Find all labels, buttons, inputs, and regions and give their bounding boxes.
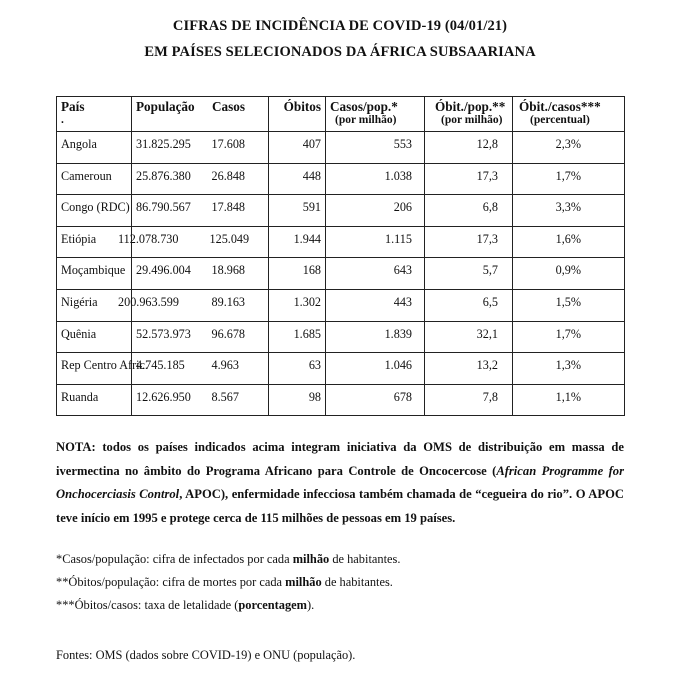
header-pais bbox=[57, 97, 132, 132]
cell-pais-text: Ruanda bbox=[61, 389, 99, 404]
cell-casos_pop bbox=[326, 321, 425, 353]
cell-obit_casos bbox=[513, 321, 625, 353]
header-casos-pop-label: Casos/pop.* bbox=[330, 99, 398, 114]
cell-obit_casos-text: 1,7% bbox=[555, 168, 581, 183]
cell-casos_pop bbox=[326, 226, 425, 258]
fn2-text-c: de habitantes. bbox=[321, 575, 393, 589]
cell-obit_pop bbox=[425, 353, 513, 385]
cell-casos_pop-text: 443 bbox=[393, 294, 412, 309]
cell-obitos bbox=[269, 132, 326, 164]
cell-populacao-text: 25.876.380 bbox=[136, 168, 191, 183]
header-obit-casos-label: Óbit./casos*** bbox=[519, 99, 601, 114]
cell-populacao-text: 112.078.730 bbox=[118, 231, 179, 246]
cell-obit_pop-text: 13,2 bbox=[476, 358, 498, 373]
cell-obitos-text: 407 bbox=[302, 137, 321, 151]
cell-obitos bbox=[269, 321, 326, 353]
cell-obit_pop-text: 6,5 bbox=[482, 294, 498, 309]
cell-casos bbox=[208, 226, 269, 258]
cell-casos-text: 18.968 bbox=[211, 263, 246, 278]
header-obit-casos bbox=[513, 97, 625, 132]
cell-casos-text: 17.848 bbox=[211, 200, 246, 215]
header-populacao-casos bbox=[132, 97, 269, 132]
cell-obit_pop bbox=[425, 384, 513, 416]
cell-obit_pop-text: 5,7 bbox=[482, 263, 498, 278]
cell-casos-text: 89.163 bbox=[211, 294, 246, 309]
table-row bbox=[57, 353, 625, 385]
fn1-text-b: milhão bbox=[292, 552, 330, 566]
cell-populacao bbox=[132, 163, 208, 195]
footnote-obitos-pop bbox=[56, 575, 393, 590]
cell-obitos bbox=[269, 384, 326, 416]
header-casos: Casos bbox=[212, 99, 245, 114]
cell-obitos-text: 63 bbox=[308, 358, 321, 373]
cell-populacao bbox=[118, 289, 208, 321]
header-pais-sub: . bbox=[61, 114, 64, 126]
cell-pais-text: Angola bbox=[61, 137, 97, 151]
note-italic: African Programme for Onchocerciasis Control bbox=[56, 463, 624, 501]
note-paragraph bbox=[56, 436, 624, 530]
cell-pais-text: Nigéria bbox=[61, 294, 98, 309]
cell-obit_casos-text: 1,5% bbox=[555, 294, 581, 309]
cell-casos-text: 4.963 bbox=[211, 358, 239, 373]
cell-casos_pop-text: 1.038 bbox=[384, 168, 412, 183]
cell-obit_pop-text: 12,8 bbox=[476, 137, 498, 151]
fn3-text-c: ). bbox=[306, 598, 315, 612]
cell-casos_pop bbox=[326, 132, 425, 164]
cell-obit_casos bbox=[513, 132, 625, 164]
cell-obit_pop-text: 17,3 bbox=[476, 231, 498, 246]
cell-casos bbox=[208, 258, 269, 290]
footnote-casos-pop bbox=[56, 552, 400, 567]
cell-obit_pop-text: 32,1 bbox=[476, 326, 498, 341]
table-row bbox=[57, 226, 625, 258]
cell-casos bbox=[208, 353, 269, 385]
fn2-text-b: milhão bbox=[285, 575, 322, 589]
cell-obitos bbox=[269, 353, 326, 385]
cell-casos-text: 17.608 bbox=[211, 137, 246, 151]
cell-obit_casos bbox=[513, 258, 625, 290]
cell-obit_casos-text: 1,7% bbox=[555, 326, 581, 341]
fn1-text-c: de habitantes. bbox=[329, 552, 401, 566]
cell-pais bbox=[57, 353, 148, 385]
fn1-text-a: *Casos/população: cifra de infectados por cada bbox=[56, 552, 293, 566]
cell-casos_pop-text: 553 bbox=[393, 137, 412, 151]
cell-obitos bbox=[269, 289, 326, 321]
cell-populacao-text: 52.573.973 bbox=[136, 326, 191, 341]
cell-populacao bbox=[132, 384, 208, 416]
cell-casos-text: 96.678 bbox=[211, 326, 246, 341]
header-casos-pop-sub: (por milhão) bbox=[335, 114, 397, 126]
cell-casos_pop-text: 1.115 bbox=[385, 231, 412, 246]
table-row bbox=[57, 195, 625, 227]
cell-obit_casos bbox=[513, 195, 625, 227]
cell-pais bbox=[57, 321, 132, 353]
cell-obit_casos-text: 1,3% bbox=[555, 358, 581, 373]
table-row bbox=[57, 384, 625, 416]
cell-casos_pop-text: 678 bbox=[393, 389, 412, 404]
cell-obit_casos bbox=[513, 353, 625, 385]
cell-pais bbox=[57, 132, 132, 164]
cell-pais-text: Congo (RDC) bbox=[61, 200, 130, 215]
cell-obit_pop bbox=[425, 258, 513, 290]
cell-populacao bbox=[132, 321, 208, 353]
cell-pais-text: Moçambique bbox=[61, 263, 126, 278]
cell-obitos-text: 1.685 bbox=[293, 326, 321, 341]
cell-obitos bbox=[269, 195, 326, 227]
cell-populacao-text: 86.790.567 bbox=[136, 200, 191, 215]
table-row bbox=[57, 132, 625, 164]
cell-obitos-text: 168 bbox=[302, 263, 321, 278]
header-obit-pop bbox=[425, 97, 513, 132]
cell-obit_pop bbox=[425, 289, 513, 321]
cell-obitos-text: 1.944 bbox=[293, 231, 321, 246]
fn3-text-b: porcentagem bbox=[238, 598, 307, 612]
cell-pais bbox=[57, 258, 132, 290]
header-obit-pop-label: Óbit./pop.** bbox=[435, 99, 506, 114]
cell-obit_casos-text: 0,9% bbox=[555, 263, 581, 278]
cell-pais-text: Etiópia bbox=[61, 231, 97, 246]
header-obit-pop-sub: (por milhão) bbox=[441, 114, 503, 126]
cell-casos_pop bbox=[326, 353, 425, 385]
cell-populacao-text: 12.626.950 bbox=[136, 389, 191, 404]
header-casos-pop bbox=[326, 97, 425, 132]
cell-casos_pop-text: 1.046 bbox=[384, 358, 412, 373]
cell-casos_pop bbox=[326, 289, 425, 321]
cell-populacao bbox=[132, 258, 208, 290]
cell-pais-text: Cameroun bbox=[61, 168, 112, 183]
cell-obitos bbox=[269, 226, 326, 258]
cell-pais bbox=[57, 384, 132, 416]
cell-obit_casos-text: 1,6% bbox=[555, 231, 581, 246]
note-text-2: , APOC), enfermidade infecciosa também chamada de “cegueira do rio”. O APOC teve início em 1995 e protege cerca de 115 milhões de pessoas em 19 países. bbox=[56, 487, 624, 525]
cell-populacao-text: 200.963.599 bbox=[118, 294, 179, 309]
cell-obit_pop-text: 17,3 bbox=[476, 168, 498, 183]
cell-populacao bbox=[132, 353, 208, 385]
cell-obitos-text: 448 bbox=[302, 168, 321, 183]
source-note: Fontes: OMS (dados sobre COVID-19) e ONU (população). bbox=[56, 648, 356, 662]
note-text-1: NOTA: todos os países indicados acima integram iniciativa da OMS de distribuição em massa de ivermectina no âmbito do Programa Africano para Controle de Oncocercose ( bbox=[56, 440, 624, 478]
cell-obit_casos bbox=[513, 226, 625, 258]
cell-casos bbox=[208, 163, 269, 195]
cell-obit_pop-text: 7,8 bbox=[482, 389, 498, 404]
cell-obitos-text: 1.302 bbox=[293, 294, 321, 309]
cell-obit_pop-text: 6,8 bbox=[482, 200, 498, 215]
cell-casos-text: 8.567 bbox=[211, 389, 239, 404]
fn3-text-a: ***Óbitos/casos: taxa de letalidade ( bbox=[56, 598, 239, 612]
header-populacao: População bbox=[136, 99, 195, 114]
page-title: CIFRAS DE INCIDÊNCIA DE COVID-19 (04/01/21) bbox=[172, 18, 508, 34]
cell-casos_pop-text: 643 bbox=[393, 263, 412, 278]
cell-obit_casos-text: 1,1% bbox=[555, 389, 581, 404]
cell-populacao bbox=[132, 195, 208, 227]
cell-obitos-text: 98 bbox=[308, 389, 321, 404]
cell-populacao-text: 4.745.185 bbox=[136, 358, 185, 373]
cell-obitos bbox=[269, 163, 326, 195]
cell-casos bbox=[208, 321, 269, 353]
cell-casos_pop bbox=[326, 195, 425, 227]
cell-pais bbox=[57, 195, 132, 227]
cell-obit_pop bbox=[425, 195, 513, 227]
table-row bbox=[57, 289, 625, 321]
cell-populacao bbox=[118, 226, 208, 258]
cell-casos_pop bbox=[326, 163, 425, 195]
cell-populacao bbox=[132, 132, 208, 164]
cell-casos bbox=[208, 289, 269, 321]
cell-casos bbox=[208, 384, 269, 416]
cell-casos_pop bbox=[326, 384, 425, 416]
table-header-row bbox=[57, 97, 625, 132]
table-row bbox=[57, 163, 625, 195]
cell-obit_casos bbox=[513, 163, 625, 195]
cell-casos_pop-text: 206 bbox=[393, 200, 412, 215]
cell-obitos-text: 591 bbox=[302, 200, 321, 215]
page-subtitle: EM PAÍSES SELECIONADOS DA ÁFRICA SUBSAARIANA bbox=[144, 44, 536, 60]
table-row bbox=[57, 321, 625, 353]
cell-casos_pop-text: 1.839 bbox=[384, 326, 412, 341]
table-row bbox=[57, 258, 625, 290]
header-pais-label: País bbox=[61, 99, 85, 114]
cell-pais bbox=[57, 163, 132, 195]
cell-obit_pop bbox=[425, 132, 513, 164]
cell-obit_pop bbox=[425, 321, 513, 353]
cell-casos bbox=[208, 195, 269, 227]
cell-casos-text: 26.848 bbox=[211, 168, 246, 183]
footnote-obitos-casos bbox=[56, 598, 314, 613]
cell-casos_pop bbox=[326, 258, 425, 290]
covid-table bbox=[56, 96, 625, 416]
cell-casos-text: 125.049 bbox=[209, 231, 250, 246]
cell-obit_casos bbox=[513, 289, 625, 321]
cell-obit_pop bbox=[425, 226, 513, 258]
cell-obitos bbox=[269, 258, 326, 290]
header-obitos bbox=[269, 97, 326, 132]
cell-obit_casos-text: 2,3% bbox=[555, 137, 581, 151]
cell-obit_casos bbox=[513, 384, 625, 416]
cell-populacao-text: 31.825.295 bbox=[136, 137, 191, 151]
header-obitos-label: Óbitos bbox=[283, 99, 321, 114]
cell-obit_pop bbox=[425, 163, 513, 195]
cell-populacao-text: 29.496.004 bbox=[136, 263, 191, 278]
cell-obit_casos-text: 3,3% bbox=[555, 200, 581, 215]
cell-casos bbox=[208, 132, 269, 164]
cell-pais-text: Rep Centro Afric. bbox=[61, 358, 148, 373]
header-obit-casos-sub: (percentual) bbox=[530, 114, 590, 126]
cell-pais-text: Quênia bbox=[61, 326, 97, 341]
fn2-text-a: **Óbitos/população: cifra de mortes por cada bbox=[56, 575, 286, 589]
